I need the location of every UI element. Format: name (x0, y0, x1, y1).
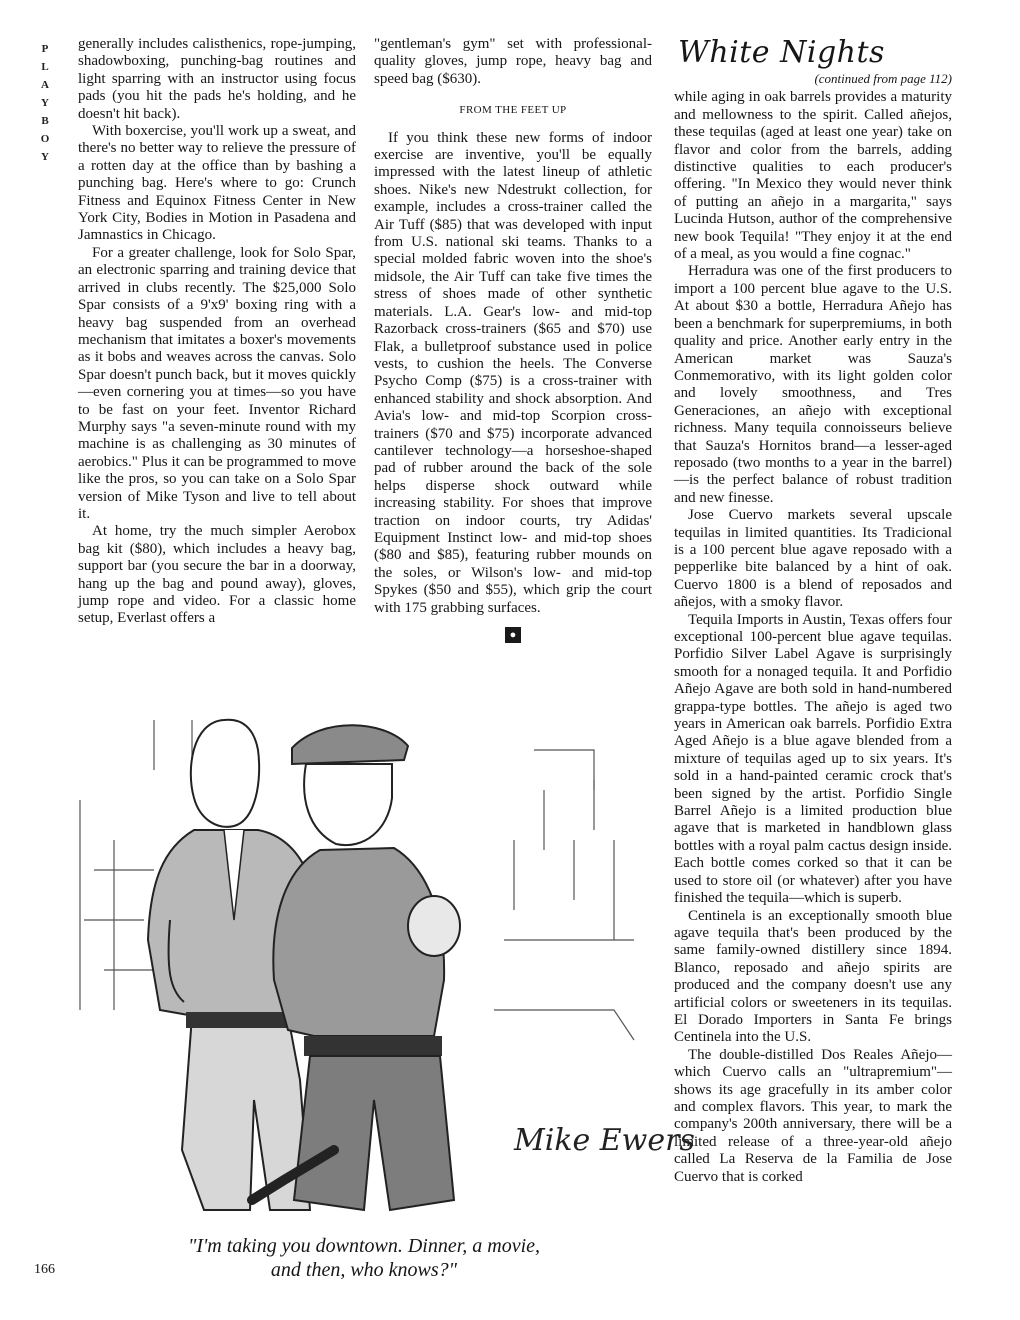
running-head-letter: Y (41, 97, 49, 109)
section-subhead: FROM THE FEET UP (459, 104, 567, 117)
body-paragraph: generally includes calisthenics, rope-jumping, shadowboxing, punching-bag routines and light sparring with an instructor using focus pads (you hit the pads he's holding, and he doesn't hit back). (78, 36, 356, 122)
article-column-1 (78, 36, 356, 628)
body-paragraph: For a greater challenge, look for Solo Spar, an electronic sparring and training device that arrived in clubs recently. The $25,000 Solo Spar consists of a 9'x9' boxing ring with a heavy bag suspended from an overhead mechanism that imitates a boxer's movements as it bobs and weaves across the canvas. Solo Spar doesn't punch back, but it moves quickly—even cornering you at times—so you have to be fast on your feet. Inventor Richard Murphy says "a seven-minute round with my machine is as challenging as 30 minutes of aerobics." Plus it can be programmed to move like the pros, so you can take on a Solo Spar version of Mike Tyson and live to tell about it. (78, 244, 356, 522)
running-head (34, 40, 56, 166)
body-paragraph: At home, try the much simpler Aerobox bag kit ($80), which includes a heavy bag, support bar (you secure the bar in a doorway, hang up the bag and pound away), gloves, jump rope and video. For a classic home setup, Everlast offers a (78, 523, 356, 627)
body-paragraph: while aging in oak barrels provides a maturity and mellowness to the spirit. Called añejos, these tequilas (aged at least one year) take on flavor and color from the barrels, adding distinctive qualities to each producer's offering. "In Mexico they would never think of putting an añejo in a margarita," says Lucinda Hutson, author of the comprehensive new book Tequila! "They enjoy it at the end of a meal, as you would a fine cognac." (674, 89, 952, 263)
caption-line: "I'm taking you downtown. Dinner, a movie, (187, 1235, 541, 1257)
article-column-2 (374, 36, 652, 643)
article-title: White Nights (678, 35, 885, 70)
body-paragraph: Herradura was one of the first producers to import a 100 percent blue agave to the U.S. At about $30 a bottle, Herradura Añejo has been a benchmark for superpremiums, in both quality and price. Another early entry in the American market was Sauza's Conmemorativo, with its light golden color and lovely smoothness, and Tres Generaciones, an añejo with exceptional richness. Many tequila connoisseurs believe that Sauza's Hornitos brand—a lesser-aged reposado (two months to a year in the barrel)—is the perfect balance of robust tradition and new finesse. (674, 263, 952, 506)
body-paragraph: With boxercise, you'll work up a sweat, and there's no better way to relieve the pressure of a rotten day at the office than by bashing a punching bag. Here's where to go: Crunch Fitness and Equinox Fitness Center in New York City, Bodies in Motion in Pasadena and Jamnastics in Chicago. (78, 123, 356, 244)
running-head-letter: O (40, 133, 50, 145)
article-column-3 (674, 36, 952, 1186)
running-head-letter: P (41, 43, 49, 55)
caption-line: and then, who knows?" (270, 1259, 458, 1281)
running-head-letter: A (41, 79, 49, 91)
body-paragraph: Jose Cuervo markets several upscale tequilas in limited quantities. Its Tradicional is a 100 percent blue agave reposado with a pepperlike bite balanced by a hint of oak. Cuervo 1800 is a blend of reposados and añejos, with a smoky flavor. (674, 507, 952, 611)
running-head-letter: B (41, 115, 49, 127)
continued-from-note: (continued from page 112) (814, 71, 952, 86)
rabbit-head-endmark-icon: ● (505, 627, 521, 643)
cartoon-illustration (74, 680, 695, 1220)
page-number: 166 (34, 1262, 55, 1277)
body-paragraph: Centinela is an exceptionally smooth blue agave tequila that's been produced by the same family-owned distillery since 1894. Blanco, reposado and añejo spirits are produced and the company doesn't use any artificial colors or sweeteners in its tequilas. El Dorado Importers in Santa Fe brings Centinela into the U.S. (674, 907, 952, 1046)
body-paragraph: If you think these new forms of indoor exercise are inventive, you'll be equally impressed with the latest lineup of athletic shoes. Nike's new Ndestrukt collection, for example, includes a cross-trainer called the Air Tuff ($85) that was developed with input from U.S. national ski teams. Thanks to a special molded fabric woven into the shoe's midsole, the Air Tuff can take five times the stress of shoes made of other synthetic materials. L.A. Gear's low- and mid-top Razorback cross-trainers ($65 and $70) use Flak, a bulletproof substance used in police vests, to cushion the heels. The Converse Psycho Comp ($75) is a cross-trainer with enhanced stability and shock absorption. And Avia's low- and mid-top Scorpion cross-trainers ($70 and $75) incorporate advanced cantilever technology—a horseshoe-shaped pad of rubber around the back of the sole helps disperse shock outward while increasing stability. For shoes that improve traction on indoor courts, try Adidas' Equipment Instinct low- and mid-top shoes ($80 and $85), featuring rubber mounds on the soles, or Wilson's low- and mid-top Spykes ($50 and $55), which grip the court with 175 grabbing surfaces. (374, 129, 652, 616)
running-head-letter: L (41, 61, 49, 73)
body-paragraph: "gentleman's gym" set with professional-quality gloves, jump rope, heavy bag and speed bag ($630). (374, 36, 652, 87)
body-paragraph: The double-distilled Dos Reales Añejo—which Cuervo calls an "ultrapremium"—shows its age gracefully in its amber color and complex flavors. This year, to mark the company's 200th anniversary, there will be a limited release of a three-year-old añejo called La Reserva de la Familia de Jose Cuervo that is corked (674, 1046, 952, 1185)
running-head-letter: Y (41, 151, 49, 163)
cartoon-caption (74, 1234, 654, 1282)
body-paragraph: Tequila Imports in Austin, Texas offers four exceptional 100-percent blue agave tequilas. Porfidio Silver Label Agave is surprisingly smooth for a nonaged tequila. It and Porfidio Añejo Agave are both sold in hand-numbered grappa-type bottles. The añejo is aged two years in American oak barrels. Porfidio Extra Aged Añejo is a blue agave blended from a mixture of tequilas aged up to six years. It's sold in a hand-painted ceramic crock that's been signed by the artist. Porfidio Single Barrel Añejo is a limited production blue agave that is marketed in handblown glass bottles with a royal palm cactus design inside. Each bottle comes corked so that it can be used to store oil (or whatever) after you have finished the tequila—which is superb. (674, 611, 952, 907)
artist-signature: Mike Ewers (514, 1123, 695, 1158)
